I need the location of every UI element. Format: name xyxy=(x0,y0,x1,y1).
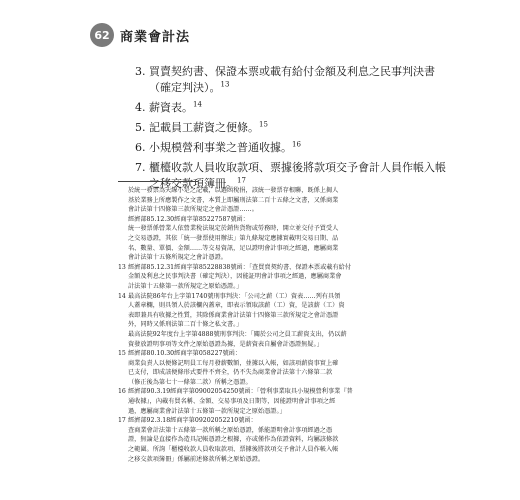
footnote-line: 商業負責人以便條記明員工每月發薪數額，並據以入帳，如該項薪資事實上確 xyxy=(128,359,339,367)
footnote-ref: 16 xyxy=(292,140,301,149)
page-number-badge xyxy=(90,23,114,47)
list-item-line xyxy=(135,100,425,116)
footnote-line: 證，無論是直接作為造具記帳憑證之根據，亦或僅作為依證資料，均屬該條款 xyxy=(128,436,339,444)
footnote-line: 基於業務上所應製作之文書，本質上即屬刑法第二百十五條之文書，又係商業 xyxy=(128,196,339,204)
list-item xyxy=(135,120,425,136)
footnote-body xyxy=(128,387,418,416)
footnote-line: 已支付，即成該便條形式要件不齊全，仍不失為商業會計法第十六條第二款 xyxy=(128,369,333,377)
footnote-body xyxy=(128,349,418,387)
footnote-number xyxy=(118,215,128,263)
footnote xyxy=(118,263,418,292)
list-item-line xyxy=(135,120,425,136)
footnote-line: 金額及利息之民事判決書（確定判決），因能証明會計事項之經過，應屬商業會 xyxy=(128,273,342,281)
footnote-line: 統一發票係營業人依營業稅法規定於銷售貨物或勞務時，開立並交付予買受人 xyxy=(128,225,339,233)
list-item-line-text: （確定判決）。 xyxy=(149,81,221,94)
list-item-line-text: 6. 小規模營利事業之普通收據。 xyxy=(135,141,292,154)
list-item-line-text: 5. 記載員工薪資之便條。 xyxy=(135,121,259,134)
list-item xyxy=(135,100,425,116)
footnote-number: 13 xyxy=(118,263,126,271)
footnote xyxy=(118,387,418,416)
footnote-number: 14 xyxy=(118,292,126,300)
footnote-line: 計法第十五條第一款所規定之原始憑證。」 xyxy=(128,282,243,290)
footnote-line: 經濟部90.3.19經商字第09002054250號函：「營利事業取具小規模營利事業『普 xyxy=(128,388,353,396)
running-header xyxy=(90,22,190,48)
footnote-ref: 14 xyxy=(193,100,202,109)
footnote xyxy=(118,215,418,263)
footnote-line: 查商業會計法第十五條第一款所稱之原始憑證，係能證明會計事項經過之憑 xyxy=(128,426,333,434)
footnote-line: 外，同時又係刑法第二百十條之私文書。」 xyxy=(128,321,243,329)
footnote-line: 之移交款項簿冊」係屬前述條款所稱之原始憑證。 xyxy=(128,455,265,463)
footnote-line: 於統一發票為天線小是之記載，以過函稅捐，該統一發票存根聯，既係上揭人 xyxy=(128,187,339,194)
footnote-line: 最高法院92年度台上字第4888號刑事判決：「關於公司之員工薪資支出，仍以薪 xyxy=(128,330,347,338)
footnote-line: 經濟部85.12.31經商字第85228838號函：「查買賣契約書、保證本票或載有給付 xyxy=(128,263,352,271)
evidence-list xyxy=(135,64,446,196)
footnote-line: 經濟部80.10.30經商字第058227號函： xyxy=(128,350,242,358)
footnote-line: 最高法院86年台上字第1740號刑事判決：「公司之薪（工）資表……列有具領 xyxy=(128,292,341,300)
footnote-line: 資發放證明事項等文件之原始憑證為據，是薪資表自屬會計憑證無疑。」 xyxy=(128,340,323,348)
footnote-line: 之交易憑證，其依「統一發票使用辦法」第九條規定應據實載明交易日期、品 xyxy=(128,234,339,242)
footnote-number: 15 xyxy=(118,350,126,358)
list-item-line: 3. 買賣契約書、保證本票或載有給付金額及利息之民事判決書 xyxy=(135,65,435,78)
footnote-line: 表即兼具有收據之性質，其除係商業會計法第十四條第三款所規定之會計憑證 xyxy=(128,311,339,319)
footnote xyxy=(118,186,418,215)
footnote-number: 16 xyxy=(118,388,126,396)
footnote xyxy=(118,416,418,464)
footnote-ref: 17 xyxy=(237,176,246,185)
list-item-line: 7. 櫃檯收款人員收取款項、票據後將款項交予會計人員作帳入帳 xyxy=(135,161,446,174)
footnote-body xyxy=(128,263,418,292)
footnote-line: 會計法第十五條所規定之會計憑證。 xyxy=(128,254,227,262)
footnotes xyxy=(118,186,418,464)
list-item xyxy=(135,140,425,156)
footnote-divider xyxy=(118,181,198,182)
footnote-line: 過，應屬商業會計法第十五條第一款所規定之原始憑證。」 xyxy=(128,407,286,415)
footnote-line: 之範圍。所詢「櫃檯收款人員收取款項、票據後將款項交予會計人員作帳入帳 xyxy=(128,446,339,454)
footnote-line: 名、數量、單價、金額……等交易資訊，足以證明會計事項之經過，應屬商業 xyxy=(128,244,339,252)
footnote-body xyxy=(128,416,418,464)
list-item-line-text: 之移交款項簿冊。 xyxy=(149,177,237,190)
footnote-ref: 15 xyxy=(259,120,268,129)
footnote-line: （修正後為第七十一條第二款）所稱之憑證。 xyxy=(128,378,252,386)
footnote xyxy=(118,292,418,350)
footnote-body xyxy=(128,215,418,263)
footnote xyxy=(118,349,418,387)
footnote-number xyxy=(118,186,128,215)
list-item xyxy=(135,64,435,96)
footnote-body xyxy=(128,186,418,215)
page-number: 62 xyxy=(94,28,110,42)
footnote-line: 會計法第十四條第三款所規定之會計憑證……。 xyxy=(128,206,258,214)
book-title: 商業會計法 xyxy=(120,29,191,45)
footnote-number: 17 xyxy=(118,417,126,425)
list-item-line xyxy=(135,80,425,96)
list-item-line-text: 4. 薪資表。 xyxy=(135,101,193,114)
list-item-line xyxy=(135,140,425,156)
footnote-line: 經濟部85.12.30經商字第85227587號函： xyxy=(128,215,249,223)
footnote-line: 通收據』，內載有買名稱、金額、交易事項及日期等，因能證明會計事項之經 xyxy=(128,398,336,406)
footnote-ref: 13 xyxy=(220,80,230,89)
footnote-body xyxy=(128,292,418,350)
footnote-line: 經濟部92.3.18經商字第09202052210號函： xyxy=(128,417,257,425)
footnote-line: 人蓋章欄，則具領人於該欄內蓋章，即表示領取該薪（工）資，是該薪（工）資 xyxy=(128,302,345,310)
